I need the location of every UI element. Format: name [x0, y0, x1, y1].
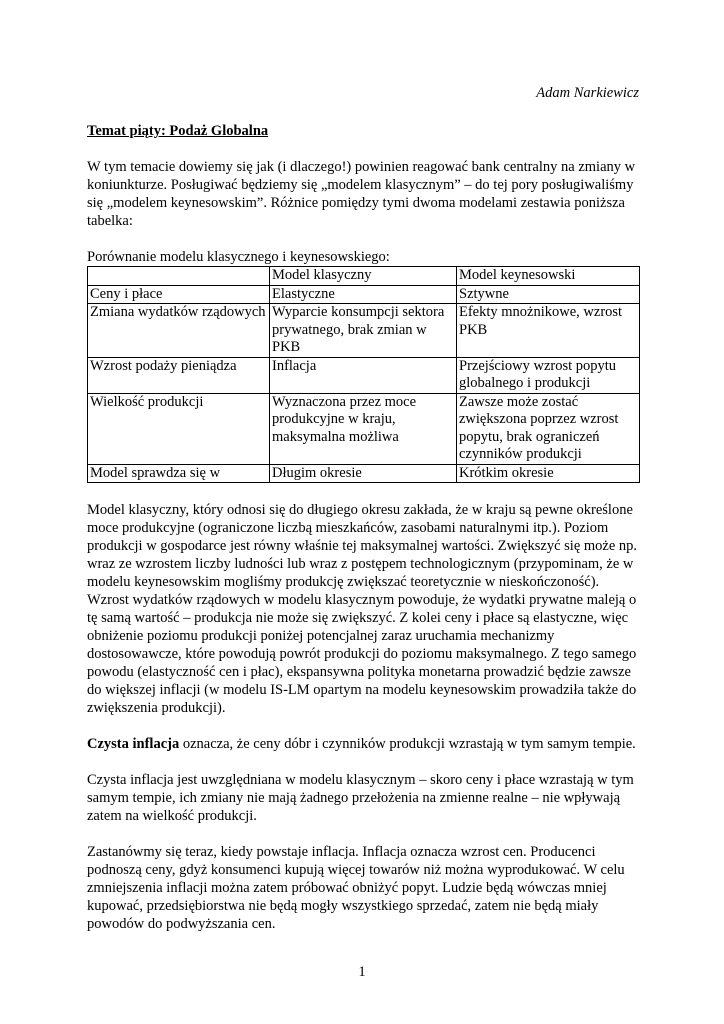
table-row — [88, 285, 640, 304]
table-cell: Przejściowy wzrost popytu globalnego i produkcji — [457, 357, 640, 393]
intro-paragraph: W tym temacie dowiemy się jak (i dlaczego!) powinien reagować bank centralny na zmiany w koniunkturze. Posługiwać będziemy się „modelem klasycznym” – do tej pory posługiwaliśmy się „modelem keynesowskim”. Różnice pomiędzy tymi dwoma modelami zestawia poniższa tabelka: — [87, 159, 636, 229]
table-cell: Wzrost podaży pieniądza — [88, 357, 270, 393]
author-name: Adam Narkiewicz — [536, 85, 639, 101]
page-number: 1 — [358, 964, 366, 980]
body-paragraph-classical-model: Model klasyczny, który odnosi się do długiego okresu zakłada, że w kraju są pewne określone moce produkcyjne (ograniczone liczbą mieszkańców, zasobami naturalnymi itp.). Poziom produkcji w gospodarce jest równy właśnie tej maksymalnej wartości. Zwiększyć się może np. wraz ze wzrostem liczby ludności lub wraz z postępem technologicznym (przypominam, że w modelu keynesowskim mogliśmy produkcję zwiększać teoretycznie w nieskończoność). Wzrost wydatków rządowych w modelu klasycznym powoduje, że wydatki prywatne maleją o tę samą wartość – produkcja nie może się zwiększyć. Z kolei ceny i płace są elastyczne, więc obniżenie poziomu produkcji poniżej potencjalnej zaraz uruchamia mechanizmy dostosowawcze, które powodują powrót produkcji do poziomu maksymalnego. Z tego samego powodu (elastyczność cen i płac), ekspansywna polityka monetarna prowadzić będzie zawsze do większej inflacji (w modelu IS-LM opartym na modelu keynesowskim prowadziła także do zwiększenia produkcji). — [87, 502, 638, 716]
table-cell: Inflacja — [270, 357, 457, 393]
table-header-cell: Model keynesowski — [457, 267, 640, 286]
table-cell: Długim okresie — [270, 464, 457, 483]
document-title: Temat piąty: Podaż Globalna — [87, 123, 269, 139]
table-cell: Wyznaczona przez moce produkcyjne w kraju, maksymalna możliwa — [270, 393, 457, 464]
document-page — [87, 84, 639, 951]
table-cell: Sztywne — [457, 285, 640, 304]
table-cell: Model sprawdza się w — [88, 464, 270, 483]
table-cell: Wielkość produkcji — [88, 393, 270, 464]
table-cell: Wyparcie konsumpcji sektora prywatnego, brak zmian w PKB — [270, 304, 457, 358]
table-header-cell — [88, 267, 270, 286]
table-row — [88, 304, 640, 358]
body-paragraph-inflation-causes: Zastanówmy się teraz, kiedy powstaje inflacja. Inflacja oznacza wzrost cen. Producenci podnoszą ceny, gdyż konsumenci kupują więcej towarów niż można wyprodukować. W celu zmniejszenia inflacji można zatem próbować obniżyć popyt. Ludzie będą wówczas mniej kupować, przedsiębiorstwa nie będą mogły wszystkiego sprzedać, zatem nie będą miały powodów do podwyższania cen. — [87, 844, 625, 932]
body-paragraph-pure-inflation-definition — [87, 735, 639, 753]
table-caption: Porównanie modelu klasycznego i keynesowskiego: — [87, 249, 390, 265]
table-cell: Elastyczne — [270, 285, 457, 304]
table-cell: Efekty mnożnikowe, wzrost PKB — [457, 304, 640, 358]
term-pure-inflation: Czysta inflacja — [87, 736, 180, 752]
body-paragraph-pure-inflation: Czysta inflacja jest uwzględniana w modelu klasycznym – skoro ceny i płace wzrastają w tym samym tempie, ich zmiany nie mają żadnego przełożenia na zmienne realne – nie wpływają zatem na wielkość produkcji. — [87, 772, 634, 824]
table-row — [88, 393, 640, 464]
table-cell: Zawsze może zostać zwiększona poprzez wzrost popytu, brak ograniczeń czynników produkcji — [457, 393, 640, 464]
table-header-row — [88, 267, 640, 286]
table-row — [88, 464, 640, 483]
table-cell: Krótkim okresie — [457, 464, 640, 483]
definition-text: oznacza, że ceny dóbr i czynników produkcji wzrastają w tym samym tempie. — [179, 736, 636, 752]
table-cell: Zmiana wydatków rządowych — [88, 304, 270, 358]
table-row — [88, 357, 640, 393]
table-header-cell: Model klasyczny — [270, 267, 457, 286]
table-cell: Ceny i płace — [88, 285, 270, 304]
comparison-table — [87, 266, 640, 483]
